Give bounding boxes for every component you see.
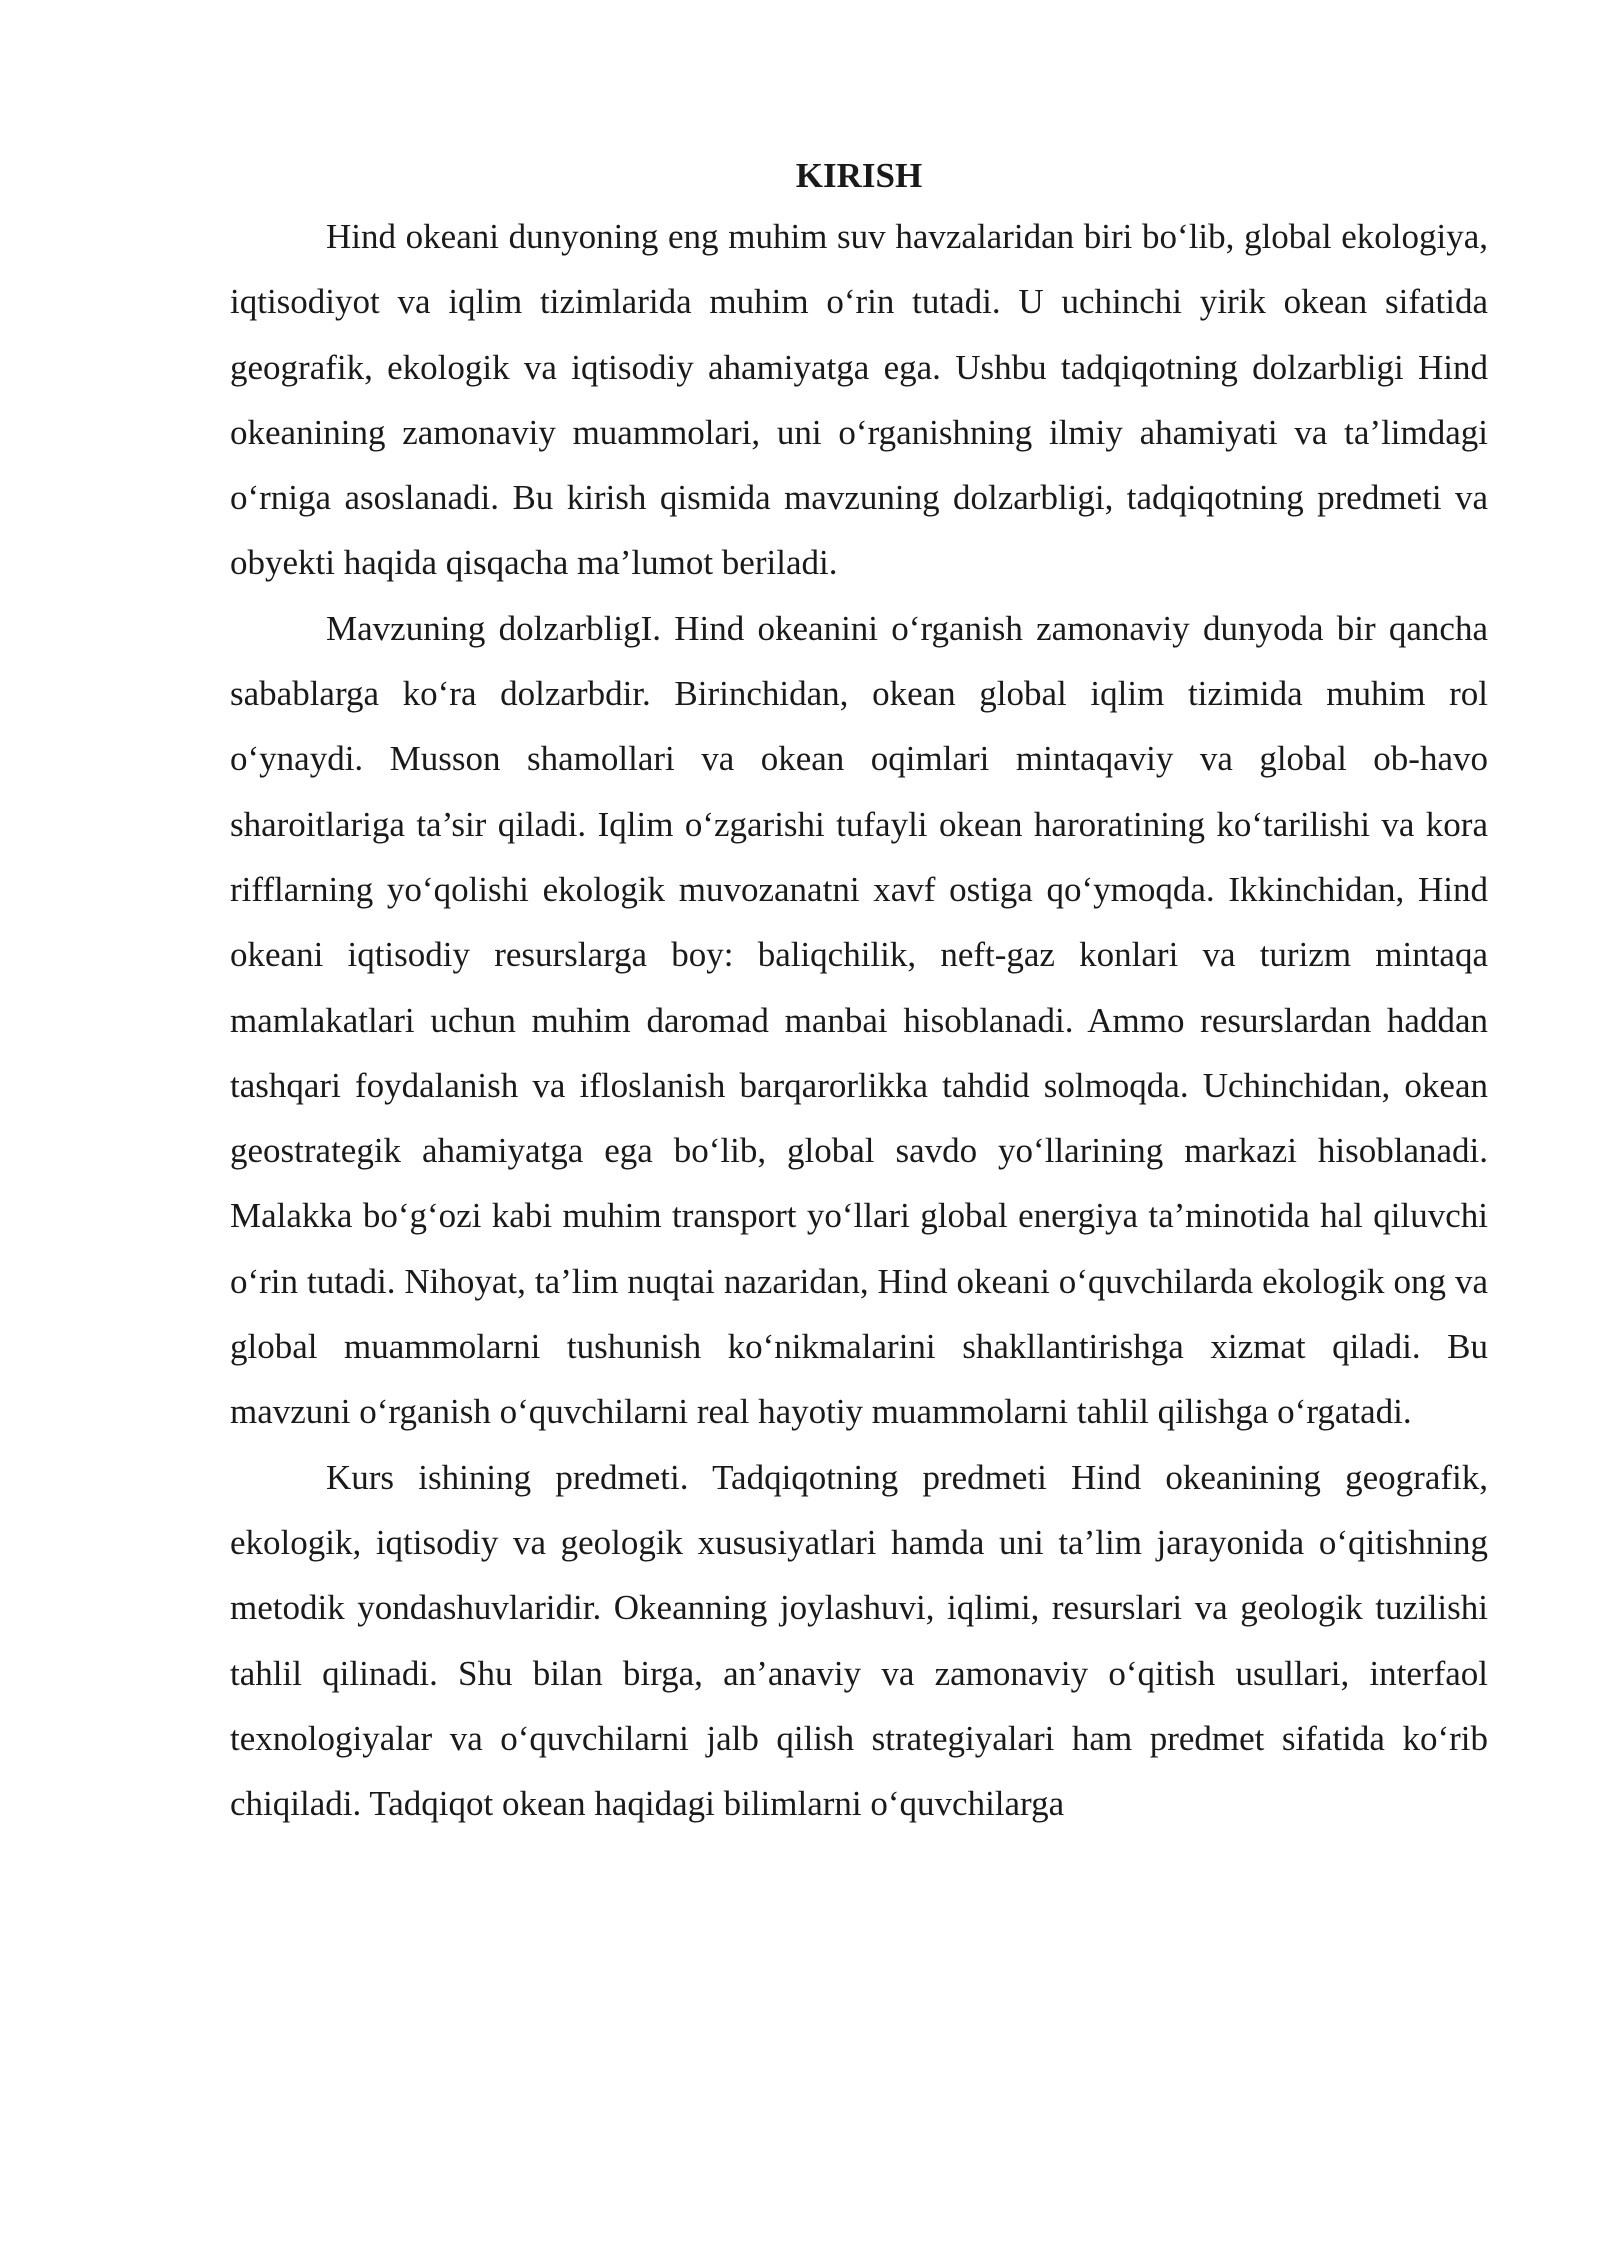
paragraph-relevance: Mavzuning dolzarbligI. Hind okeanini o‘rganish zamonaviy dunyoda bir qancha sabablarga ko‘ra dolzarbdir. Birinchidan, okean global iqlim tizimida muhim rol o‘ynaydi. Musson shamollari va okean oqimlari mintaqaviy va global ob-havo sharoitlariga ta’sir qiladi. Iqlim o‘zgarishi tufayli okean haroratining ko‘tarilishi va kora rifflarning yo‘qolishi ekologik muvozanatni xavf ostiga qo‘ymoqda. Ikkinchidan, Hind okeani iqtisodiy resurslarga boy: baliqchilik, neft-gaz konlari va turizm mintaqa mamlakatlari uchun muhim daromad manbai hisoblanadi. Ammo resurslardan haddan tashqari foydalanish va ifloslanish barqarorlikka tahdid solmoqda. Uchinchidan, okean geostrategik ahamiyatga ega bo‘lib, global savdo yo‘llarining markazi hisoblanadi. Malakka bo‘g‘ozi kabi muhim transport yo‘llari global energiya ta’minotida hal qiluvchi o‘rin tutadi. Nihoyat, ta’lim nuqtai nazaridan, Hind okeani o‘quvchilarda ekologik ong va global muammolarni tushunish ko‘nikmalarini shakllantirishga xizmat qiladi. Bu mavzuni o‘rganish o‘quvchilarni real hayotiy muammolarni tahlil qilishga o‘rgatadi. — [230, 608, 1488, 1432]
page-title: KIRISH — [795, 156, 923, 195]
paragraph-subject: Kurs ishining predmeti. Tadqiqotning predmeti Hind okeanining geografik, ekologik, iqtisodiy va geologik xususiyatlari hamda uni ta’lim jarayonida o‘qitishning metodik yondashuvlaridir. Okeanning joylashuvi, iqlimi, resurslari va geologik tuzilishi tahlil qilinadi. Shu bilan birga, an’anaviy va zamonaviy o‘qitish usullari, interfaol texnologiyalar va o‘quvchilarni jalb qilish strategiyalari ham predmet sifatida ko‘rib chiqiladi. Tadqiqot okean haqidagi bilimlarni o‘quvchilarga — [230, 1457, 1488, 1824]
page-content — [230, 148, 1488, 1836]
paragraph-introduction: Hind okeani dunyoning eng muhim suv havzalaridan biri bo‘lib, global ekologiya, iqtisodiyot va iqlim tizimlarida muhim o‘rin tutadi. U uchinchi yirik okean sifatida geografik, ekologik va iqtisodiy ahamiyatga ega. Ushbu tadqiqotning dolzarbligi Hind okeanining zamonaviy muammolari, uni o‘rganishning ilmiy ahamiyati va ta’limdagi o‘rniga asoslanadi. Bu kirish qismida mavzuning dolzarbligi, tadqiqotning predmeti va obyekti haqida qisqacha ma’lumot beriladi. — [230, 217, 1488, 583]
